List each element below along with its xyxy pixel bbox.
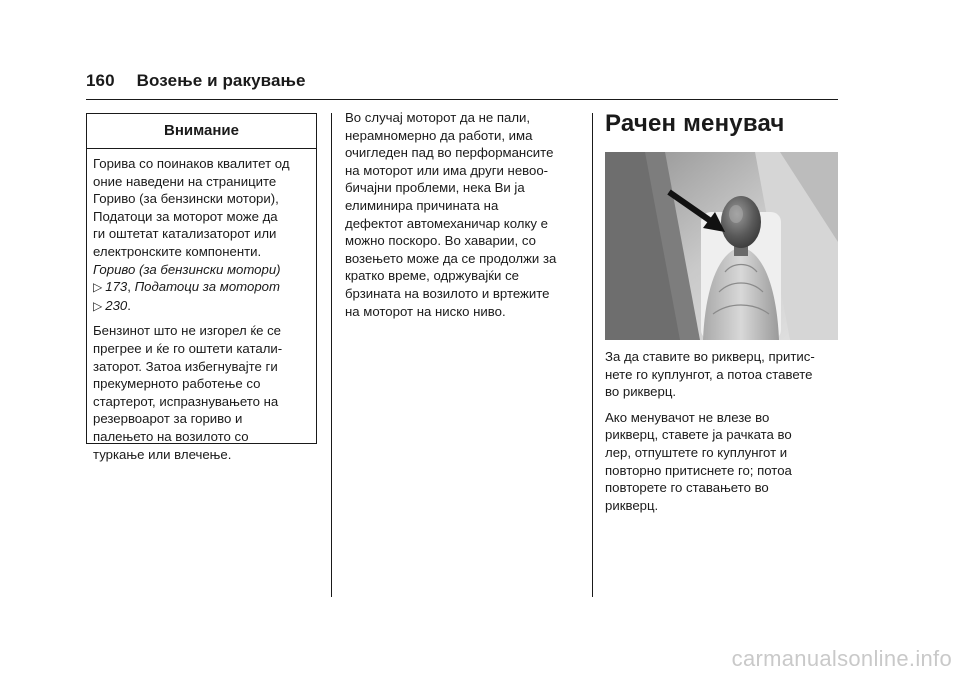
warning-body bbox=[87, 149, 316, 463]
body-line: елиминира причината на bbox=[345, 197, 499, 213]
warning-line: стартерот, испразнувањето на bbox=[93, 393, 279, 409]
body-line: рикверц. bbox=[605, 497, 659, 513]
warning-line: резервоарот за гориво и bbox=[93, 411, 243, 427]
body-line: кратко време, одржувајќи се bbox=[345, 268, 519, 284]
warning-line: прегрее и ќе го оштети катали- bbox=[93, 340, 283, 356]
warning-line: ги оштетат катализаторот или bbox=[93, 226, 277, 242]
body-line: на моторот на ниско ниво. bbox=[345, 303, 506, 319]
body-line: нете го куплунгот, а потоа ставете bbox=[605, 366, 813, 382]
warning-line: електронските компоненти. bbox=[93, 243, 262, 259]
warning-title: Внимание bbox=[87, 114, 316, 149]
column-divider-left bbox=[331, 113, 332, 597]
warning-line: Гориво (за бензински мотори), bbox=[93, 191, 279, 207]
body-paragraph bbox=[605, 409, 841, 515]
warning-paragraph-2 bbox=[93, 322, 310, 463]
warning-box bbox=[86, 113, 317, 462]
body-paragraph bbox=[605, 348, 841, 401]
reference-link-fuel[interactable]: Гориво (за бензински мотори) bbox=[93, 261, 281, 277]
reference-link-engine-data[interactable]: Податоци за моторот bbox=[134, 279, 280, 295]
body-line: очигледен пад во перформансите bbox=[345, 145, 554, 161]
warning-line: Горива со поинаков квалитет од bbox=[93, 156, 290, 171]
body-line: бичајни проблеми, нека Ви ја bbox=[345, 180, 525, 196]
page-header bbox=[86, 71, 306, 91]
reference-page-engine-data[interactable]: 230 bbox=[105, 297, 128, 313]
reference-arrow-icon: ▷ bbox=[93, 280, 103, 295]
body-line: За да ставите во рикверц, притис- bbox=[605, 349, 815, 364]
section-title: Рачен менувач bbox=[605, 110, 785, 137]
warning-line: палењето на возилото со bbox=[93, 428, 249, 444]
reference-arrow-icon: ▷ bbox=[93, 298, 103, 313]
body-column-2 bbox=[345, 109, 579, 320]
body-line: во рикверц. bbox=[605, 384, 677, 400]
body-line: можно поскоро. Во хаварии, со bbox=[345, 233, 536, 249]
reference-page-fuel[interactable]: 173 bbox=[105, 279, 128, 295]
warning-line: оние наведени на страниците bbox=[93, 173, 277, 189]
body-line: Ако менувачот не влезе во bbox=[605, 409, 770, 425]
body-line: нерамномерно да работи, има bbox=[345, 127, 533, 143]
warning-line: прекумерното работење со bbox=[93, 376, 261, 392]
warning-paragraph-1: Горива со поинаков квалитет од оние наведени на страниците Гориво (за бензински мотори), Податоци за моторот може да ги оштетат катализаторот или електронските компоненти. Гориво (за бензински мотори) ▷ 173, Податоци за моторот ▷ 230. bbox=[93, 156, 290, 313]
body-line: повторно притиснете го; потоа bbox=[605, 462, 792, 478]
body-line: на моторот или има други невоо- bbox=[345, 162, 549, 178]
warning-line: туркање или влечење. bbox=[93, 446, 232, 462]
warning-line: Бензинот што не изгорел ќе се bbox=[93, 323, 282, 339]
body-line: рикверц, ставете ја рачката во bbox=[605, 427, 792, 443]
body-paragraph bbox=[345, 109, 579, 320]
column-divider-right bbox=[592, 113, 593, 597]
header-rule bbox=[86, 99, 838, 100]
body-line: лер, отпуштете го куплунгот и bbox=[605, 444, 788, 460]
body-column-3 bbox=[605, 348, 841, 522]
chapter-title: Возење и ракување bbox=[136, 71, 306, 90]
body-line: Во случај моторот да не пали, bbox=[345, 110, 531, 125]
warning-line: Податоци за моторот може да bbox=[93, 208, 278, 224]
body-line: брзината на возилото и вртежите bbox=[345, 285, 550, 301]
body-line: повторете го ставањето во bbox=[605, 480, 769, 496]
body-line: возењето може да се продолжи за bbox=[345, 250, 557, 266]
watermark: carmanualsonline.info bbox=[731, 646, 952, 671]
page-number: 160 bbox=[86, 71, 115, 90]
gear-shift-illustration bbox=[605, 152, 838, 340]
body-line: дефектот автомеханичар колку е bbox=[345, 215, 548, 231]
warning-line: заторот. Затоа избегнувајте ги bbox=[93, 358, 278, 374]
